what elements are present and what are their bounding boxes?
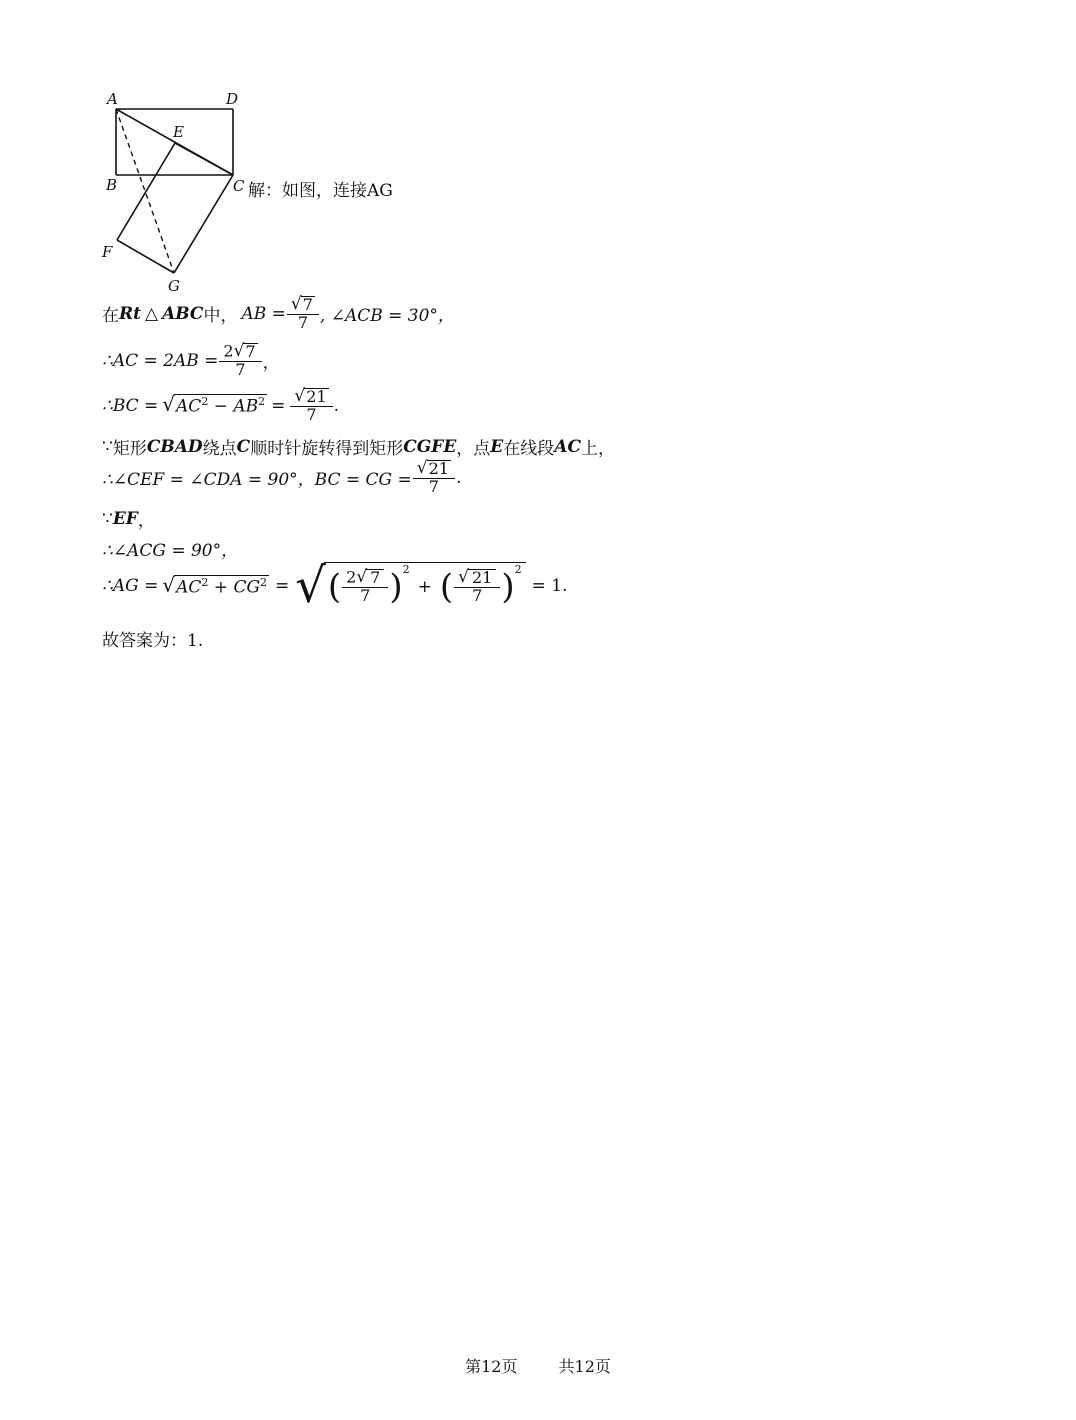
sqrt-ac2-plus-cg2: √ $AC^2 + CG^2$ (162, 572, 268, 598)
solution-line-3: ∴BC = √ $AC^2 - AB^2$ = √ 21 7 . (102, 386, 340, 424)
sqrt-7: √ 7 (290, 294, 313, 314)
fraction-sqrt21-over-7: √ 21 7 (456, 569, 498, 605)
sqrt-7: √ 7 (233, 341, 256, 361)
page-footer (0, 1354, 1076, 1377)
solution-line-4: ∵ 矩形 CBAD 绕点 C 顺时针旋转得到矩形 CGFE ，点 E 在线段 AC 上， (102, 436, 615, 459)
text-ag-eq: ∴AG = (102, 576, 159, 596)
segment-ef (117, 143, 175, 240)
label-e: E (173, 123, 184, 141)
triangle-symbol: △ (144, 303, 159, 324)
segment-ag-dashed (116, 109, 174, 273)
page-total: 共12页 (558, 1357, 611, 1376)
segment-ce (175, 143, 233, 175)
text-ab-eq: AB = (241, 303, 286, 324)
text-angle-acb: , ∠ACB = 30°， (319, 306, 455, 327)
segment-gc (174, 175, 233, 273)
label-c: C (233, 177, 245, 195)
text-zhong: 中， (203, 306, 238, 327)
label-f: F (102, 243, 113, 261)
text-angle-cef: ∴∠CEF = ∠CDA = 90°，BC = CG = (102, 470, 412, 491)
fraction-sqrt7-over-7: √ 7 7 (289, 296, 317, 332)
solution-line-5: ∴∠CEF = ∠CDA = 90°，BC = CG = √ 21 7 . (102, 458, 462, 496)
solution-line-6: ∵ EF ， (102, 508, 155, 531)
sqrt-21: √ 21 (294, 386, 327, 406)
solution-line-1 (102, 296, 455, 332)
answer-line: 故答案为：1. (102, 631, 204, 651)
label-g: G (168, 277, 180, 295)
solution-line-7: ∴∠ACG = 90°， (102, 541, 239, 561)
label-b: B (106, 176, 118, 194)
page-number: 第12页 (465, 1357, 518, 1376)
text-zai: 在 (102, 306, 119, 327)
label-a: A (107, 90, 118, 108)
solution-line-8: ∴AG = √ $AC^2 + CG^2$ = √ ( 2 √ 7 7 ) $^2$ + ( √ 21 7 ) $^2$ = 1. (102, 558, 568, 614)
segment-fg (117, 240, 174, 273)
sqrt-ac2-minus-ab2: √ $AC^2 - AB^2$ (162, 392, 266, 418)
geometry-figure (96, 86, 256, 298)
sqrt-21: √ 21 (416, 458, 449, 478)
fraction-2sqrt7-over-7: 2 √ 7 7 (221, 343, 259, 379)
fraction-sqrt21-over-7: √ 21 7 (415, 460, 453, 496)
solution-line-2: ∴AC = 2AB = 2 √ 7 7 ， (102, 341, 280, 379)
solution-intro: 解：如图，连接AG (248, 181, 393, 201)
text-bc-eq: ∴BC = (102, 395, 159, 416)
text-abc: ABC (162, 303, 204, 324)
sqrt-sum-of-squares: √ ( 2 √ 7 7 ) $^2$ + ( √ 21 7 ) $^2$ (295, 562, 525, 610)
text-rt: Rt (119, 303, 141, 324)
text-ac-eq-2ab: ∴AC = 2AB = (102, 350, 219, 371)
label-d: D (226, 90, 239, 108)
fraction-sqrt21-over-7: √ 21 7 (292, 388, 330, 424)
fraction-2sqrt7-over-7: 2 √ 7 7 (344, 569, 386, 605)
result-value: = 1. (531, 576, 568, 596)
